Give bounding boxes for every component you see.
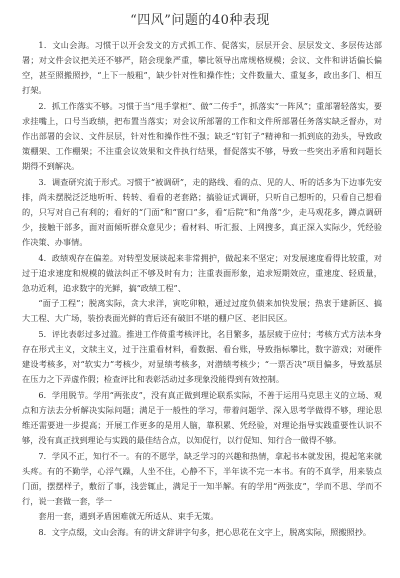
paragraph-7-continued: 套用一套，遇到矛盾困难就无所适从、束手无策。: [38, 511, 219, 521]
paragraph-8: 8．文字点缀，文山会海。有的讲文辞讲字句多，把心思花在文字上，脱离实际，照搬照抄。: [38, 527, 372, 537]
paragraph-6: 6．学用脱节。学用“两张皮”，没有真正做到理论联系实际，不善于运用马克思主义的立场、观点和方法去分析解决实际问题；满足于一般性的学习，带着问题学、深入思考学做得不够，理论思维还需要进一步提高；开展工作更多的是用人脑，靠积累、凭经验，对理论指导实践重要性认识不够，没有真正找到理论与实践的最佳结合点，以知促行，以行促知、知行合一做得不够。: [22, 390, 382, 445]
document-title: “四风”问题的40种表现: [130, 13, 270, 28]
paragraph-2: 2．抓工作落实不够。习惯于当“甩手掌柜”、做“二传手”，抓落实“一阵风”；重部署轻落实，要求挂嘴上，口号当政绩，把布置当落实；对会议所部署的工作和文件所部署任务落实缺乏督办，对作出部署的会议、文件层层，针对性和操作性不强；缺乏“钉钉子”精神和一抓到底的劲头，导致政策棚架、工作棚架；不注重会议效果和文件执行结果，督促落实不够，导致一些突出矛盾和问题长期得不到解决。: [22, 101, 382, 171]
paragraph-4-continued: “面子工程”；脱离实际，贪大求洋，寅吃卯粮，通过过度负债来加快发展；热衷于建新区、搞大工程、大广场，装扮表面光鲜的背后还有破旧不堪的棚户区、老旧民区。: [22, 298, 382, 323]
paragraph-3: 3．调查研究流于形式。习惯于“被调研”，走的路线、看的点、见的人、听的话多为下边事先安排，尚未摆脱泛泛地听听、转转、看看的老套路；搞验证式调研，只听自己想听的，只看自己想看的，只写对自己有利的；看好的“门面”和“窗口”多，看“后院”和“角落”少，走马观花多，蹲点调研少，接触干部多，面对面倾听群众意见少；看材料、听汇报、上网搜多，真正深入实际少，凭经验作决策、办事情。: [22, 177, 382, 247]
paragraph-4: 4．政绩观存在偏差。对转型发展谈起来非常拥护，做起来不坚定；对发展速度看得比较重，对过于追求速度和规模的做法纠正不够及时有力；注重表面形象，追求短期效应，重速度、轻质量，急功近利，追求数字的光鲜，搞“政绩工程”、: [22, 253, 382, 293]
paragraph-7: 7．学风不正，知行不一。有的不愿学，缺乏学习的兴趣和热情，拿起书本就发困，提起笔来就头疼。有的不勤学，心浮气躁，人坐不住，心静不下，半年读不完一本书。有的不真学，用来装点门面，摆摆样子，敷衍了事，浅尝辄止，满足于一知半解。有的学用“两张皮”，学而不思、学而不行，说一套做一套，学一: [22, 451, 382, 506]
paragraph-1: 1．文山会海。习惯于以开会发文的方式抓工作、促落实，层层开会、层层发文、多层传达部署；对文件会议把关还不够严，陪会现象严重，攀比领导出席规格规模；会议、文件和讲话偏长偏空，甚至照搬照抄，“上下一般粗”，缺少针对性和操作性；文件数量大、重复多，政出多门、相互打架。: [22, 40, 382, 95]
paragraph-5: 5．评比表彰过多过滥。推进工作倚重考核评比，名目繁多，基层疲于应付；考核方式方法本身存在形式主义，文牍主义，过于注重看材料，看数据、看台账，导致指标攀比，数字游戏；对硬件建设考核多，对“软实力”考核少，对显绩考核多，对潜绩考核少；“一票否决”项目偏多，导致基层在压力之下弄虚作假；检查评比和表彰活动过多现象没能得到有效控制。: [22, 329, 382, 384]
document-body: [22, 38, 382, 541]
